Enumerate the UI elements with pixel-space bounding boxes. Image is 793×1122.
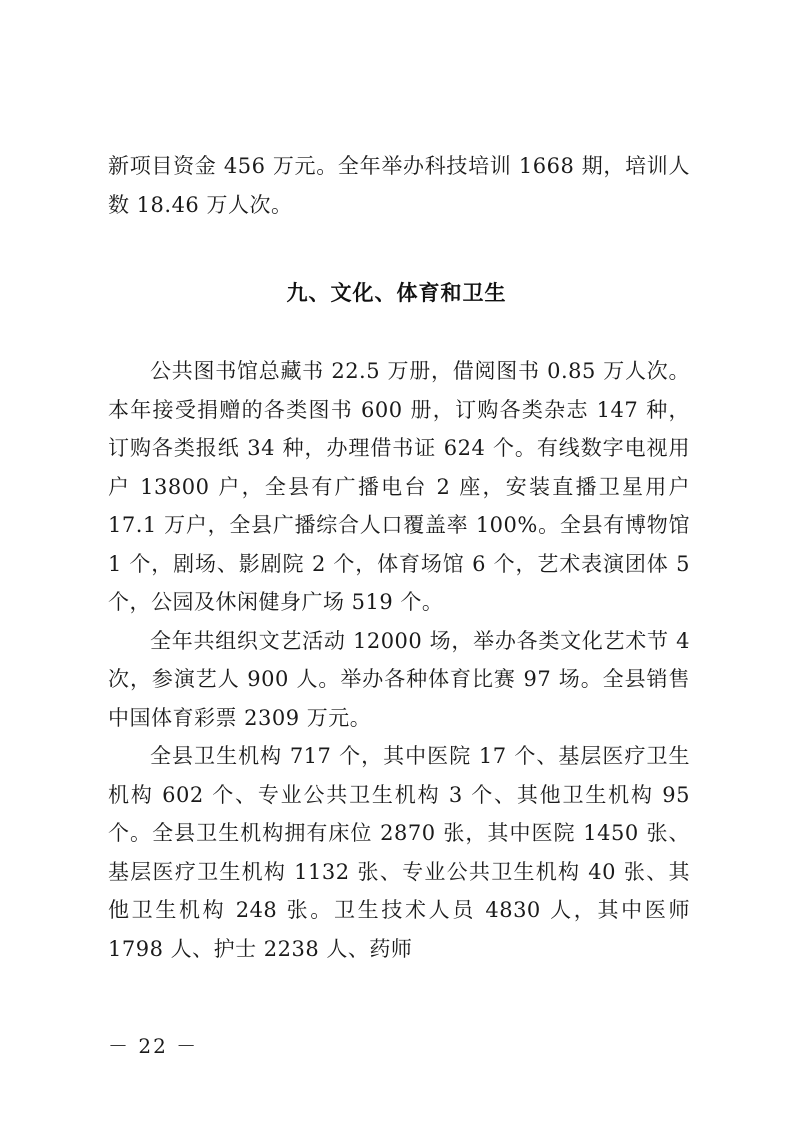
intro-paragraph: 新项目资金 456 万元。全年举办科技培训 1668 期，培训人数 18.46 万人次。: [108, 154, 690, 217]
section-heading: 九、文化、体育和卫生: [286, 281, 507, 305]
page-number: － 22 －: [108, 1034, 199, 1058]
paragraph-arts-sports: 全年共组织文艺活动 12000 场，举办各类文化艺术节 4 次，参演艺人 900 人。举办各种体育比赛 97 场。全县销售中国体育彩票 2309 万元。: [108, 628, 690, 730]
paragraph-culture: 公共图书馆总藏书 22.5 万册，借阅图书 0.85 万人次。本年接受捐赠的各类图书 600 册，订购各类杂志 147 种，订购各类报纸 34 种，办理借书证 624 个。有线数字电视用户 13800 户，全县有广播电台 2 座，安装直播卫星用户 17.1 万户，全县广播综合人口覆盖率 100%。全县有博物馆 1 个，剧场、影剧院 2 个，体育场馆 6 个，艺术表演团体 5 个，公园及休闲健身广场 519 个。: [108, 359, 690, 614]
paragraph-health: 全县卫生机构 717 个，其中医院 17 个、基层医疗卫生机构 602 个、专业公共卫生机构 3 个、其他卫生机构 95 个。全县卫生机构拥有床位 2870 张，其中医院 1450 张、基层医疗卫生机构 1132 张、专业公共卫生机构 40 张、其他卫生机构 248 张。卫生技术人员 4830 人，其中医师 1798 人、护士 2238 人、药师: [108, 744, 690, 961]
section-body: [108, 352, 690, 968]
intro-text-block: [108, 147, 690, 224]
